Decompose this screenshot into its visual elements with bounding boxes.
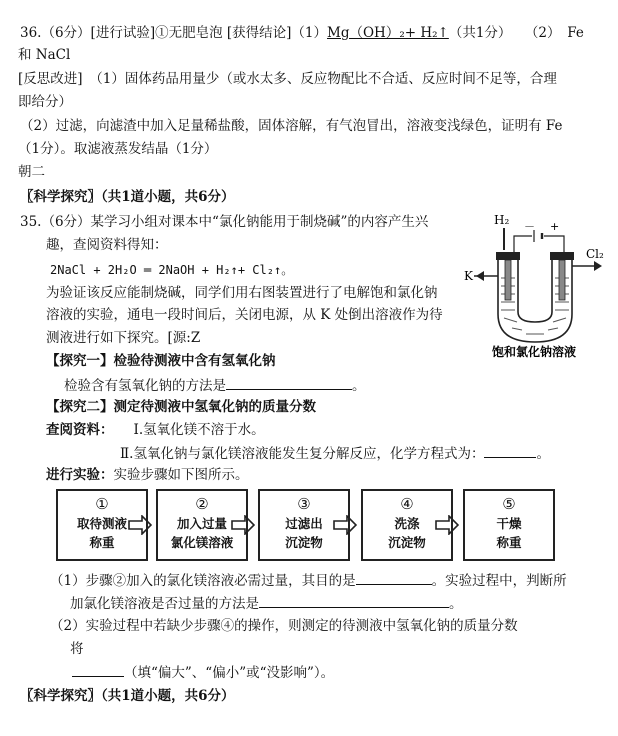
cl2-arrow-icon — [594, 261, 602, 271]
reference-line1 — [46, 421, 265, 439]
q36-line5: （2）过滤，向滤渣中加入足量稀盐酸，固体溶解，有气泡冒出，溶液变浅绿色，证明有 Fe — [20, 118, 563, 134]
experiment-line — [46, 466, 249, 484]
step-line1: 加入过量 — [176, 516, 227, 531]
wire-left — [514, 236, 532, 254]
step-number: ① — [95, 495, 109, 513]
u-tube-inner — [518, 260, 552, 322]
sub1-text-b: 。实验过程中，判断所 — [431, 573, 567, 589]
reference-item-2: Ⅱ.氢氧化钠与氯化镁溶液能发生复分解反应，化学方程式为： — [120, 446, 485, 462]
q36-line1-prefix: 36.（6分）[进行试验]①无肥皂泡 [获得结论]（1） — [20, 25, 328, 41]
reference-item-1: Ⅰ.氢氧化镁不溶于水。 — [133, 422, 265, 438]
sub2-text-c: （填“偏大”、“偏小”或“没影响”）。 — [124, 665, 335, 681]
q36-line1 — [20, 24, 584, 42]
q35-line4: 溶液的实验，通电一段时间后，关闭电源，从 K 处倒出溶液作为待 — [46, 307, 443, 323]
k-label: K — [464, 269, 473, 283]
effect-blank[interactable] — [72, 663, 124, 677]
q36-line3: [反思改进] （1）固体药品用量少（或水太多、反应物配比不合适、反应时间不足等，合理 — [18, 71, 557, 87]
wire-right — [544, 236, 564, 254]
electrode-left — [505, 260, 511, 300]
step-line1: 过滤出 — [285, 516, 323, 531]
electrode-right — [559, 260, 565, 300]
step-line1: 干燥 — [496, 516, 522, 531]
step-line2: 沉淀物 — [388, 535, 426, 550]
cl2-label: Cl₂ — [586, 247, 604, 261]
q36-line7: 朝二 — [18, 164, 45, 180]
explore1-title: 【探究一】检验待测液中含有氢氧化钠 — [46, 353, 276, 369]
sub-question-2c — [72, 663, 334, 682]
section-header-science-inquiry-2: 〖科学探究〗（共1道小题，共6分） — [20, 688, 235, 704]
arrow-right-icon — [128, 515, 152, 535]
q36-line1-suffix: （共1分） （2） Fe — [448, 25, 584, 41]
step-number: ⑤ — [502, 495, 516, 513]
reference-line2 — [120, 444, 550, 463]
sub-question-1b — [70, 594, 463, 613]
k-valve-arrow-icon — [476, 271, 484, 281]
step-number: ③ — [297, 495, 311, 513]
q36-formula: Mg（OH）₂+ H₂↑ — [327, 25, 449, 41]
q36-line4: 即给分） — [18, 94, 72, 110]
purpose-blank[interactable] — [356, 571, 432, 585]
stopper-right — [550, 252, 574, 260]
q35-line2: 趣，查阅资料得知： — [46, 237, 168, 253]
q36-line2: 和 NaCl — [18, 47, 71, 63]
experiment-label: 进行实验： — [46, 467, 114, 483]
period: 。 — [352, 378, 366, 394]
plus-label: + — [550, 220, 560, 233]
step-line2: 称重 — [89, 535, 115, 550]
answer-blank[interactable] — [226, 376, 352, 390]
stopper-left — [496, 252, 520, 260]
period: 。 — [536, 446, 550, 462]
sub1-text: （1）步骤②加入的氯化镁溶液必需过量，其目的是 — [50, 573, 356, 589]
q35-line5: 测液进行如下探究。[源:Z — [46, 330, 201, 346]
section-header-science-inquiry: 〖科学探究〗（共1道小题，共6分） — [20, 189, 235, 205]
electrolysis-apparatus — [462, 206, 608, 358]
method-blank[interactable] — [259, 594, 449, 608]
sub-question-1a — [50, 571, 567, 590]
step-box-5 — [463, 489, 555, 561]
explore1-text — [64, 376, 366, 395]
apparatus-caption: 饱和氯化钠溶液 — [492, 345, 577, 358]
sub-question-2b: 将 — [70, 641, 84, 657]
step-line2: 称重 — [496, 535, 522, 550]
step-line1: 取待测液 — [76, 516, 127, 531]
step-line2: 沉淀物 — [285, 535, 323, 550]
step-number: ② — [195, 495, 209, 513]
explore2-title: 【探究二】测定待测液中氢氧化钠的质量分数 — [46, 399, 316, 415]
q35-line3: 为验证该反应能制烧碱，同学们用右图装置进行了电解饱和氯化钠 — [46, 285, 438, 301]
period: 。 — [449, 596, 463, 612]
q35-line1: 35.（6分）某学习小组对课本中“氯化钠能用于制烧碱”的内容产生兴 — [20, 214, 429, 230]
step-line2: 氯化镁溶液 — [170, 535, 234, 550]
reference-label: 查阅资料： — [46, 422, 114, 438]
q35-equation: 2NaCl + 2H₂O ═ 2NaOH + H₂↑+ Cl₂↑。 — [50, 263, 294, 277]
q36-line6: （1分）。取滤液蒸发结晶（1分） — [18, 141, 218, 157]
arrow-right-icon — [333, 515, 357, 535]
sub1-text-c: 加氯化镁溶液是否过量的方法是 — [70, 596, 259, 612]
step-number: ④ — [400, 495, 414, 513]
equation-blank[interactable] — [484, 444, 536, 458]
sub-question-2a: （2）实验过程中若缺少步骤④的操作，则测定的待测液中氢氧化钠的质量分数 — [50, 618, 518, 634]
explore1-question: 检验含有氢氧化钠的方法是 — [64, 378, 226, 394]
experiment-text: 实验步骤如下图所示。 — [113, 467, 249, 483]
step-line1: 洗涤 — [394, 516, 420, 531]
arrow-right-icon — [231, 515, 255, 535]
minus-label: － — [524, 220, 535, 233]
h2-label: H₂ — [494, 213, 510, 227]
arrow-right-icon — [435, 515, 459, 535]
